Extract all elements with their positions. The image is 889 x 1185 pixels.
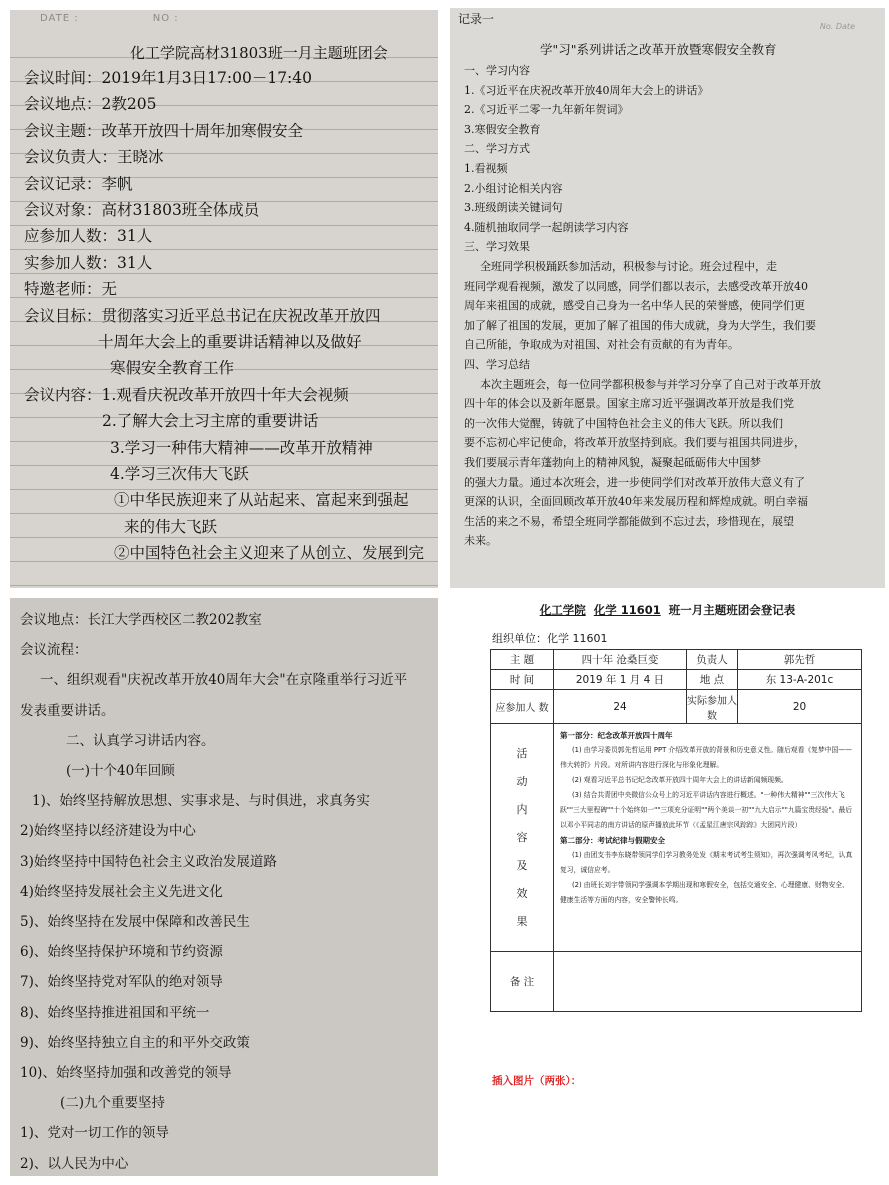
text-line: (一)十个40年回顾 — [66, 763, 175, 779]
remarks-value — [554, 952, 862, 1012]
text-line: 更深的认识，全面回顾改革开放40年来发展历程和辉煌成就。明白幸福 — [464, 495, 808, 509]
record-label: 记录一 — [458, 12, 495, 26]
place-value: 东 13-A-201c — [738, 670, 862, 690]
text-line: 会议负责人：王晓冰 — [24, 148, 164, 167]
text-line: 会议时间：2019年1月3日17:00－17:40 — [24, 69, 313, 87]
actual-value: 20 — [738, 690, 862, 724]
text-line: 四十年的体会以及新年愿景。国家主席习近平强调改革开放是我们党 — [464, 397, 794, 411]
content-item: (2) 由班长刘宇带领同学强调本学期出现和寒假安全，包括交通安全、心理健康、财物安全、健康生活等方面的内容，安全警钟长鸣。 — [560, 881, 849, 904]
form-title — [450, 602, 885, 618]
text-line: 6)、始终坚持保护环境和节约资源 — [20, 944, 223, 961]
text-line: 1)、始终坚持解放思想、实事求是、与时俱进，求真务实 — [32, 793, 370, 810]
text-line: 二、学习方式 — [464, 142, 530, 156]
theme-label: 主 题 — [491, 650, 554, 670]
notebook-page-3 — [10, 598, 438, 1176]
text-line: 会议对象：高材31803班全体成员 — [24, 201, 260, 219]
text-line: 会议地点：长江大学西校区二教202教室 — [20, 612, 262, 628]
text-line: ①中华民族迎来了从站起来、富起来到强起 — [114, 491, 409, 510]
text-line: 4)始终坚持发展社会主义先进文化 — [20, 883, 223, 900]
page-header — [40, 13, 249, 24]
leader-value: 郭先哲 — [738, 650, 862, 670]
content-item: (1) 由团支书李东晓带领同学们学习教务处发《期末考试考生须知》，再次强调考风考纪，认真复习，诚信应考。 — [560, 851, 853, 874]
text-line: 全班同学积极踊跃参加活动，积极参与讨论。班会过程中，走 — [480, 260, 777, 273]
text-line: 4.随机抽取同学一起朗读学习内容 — [464, 220, 629, 234]
text-line: 10)、始终坚持加强和改善党的领导 — [20, 1065, 232, 1081]
text-line: 实参加人数：31人 — [24, 253, 153, 272]
page-lines — [10, 34, 438, 588]
text-line: 特邀老师：无 — [24, 280, 118, 299]
text-line: 四、学习总结 — [464, 358, 530, 371]
content-item: (3) 结合共青团中央微信公众号上的习近平讲话内容进行概述。"一种伟大精神""三次伟大飞跃""三大里程碑""十个始终如一""三项充分证明""两个美谈一初""九大启示""九篇宝贵经验"。最后以邓小平同志的南方讲话的原声播放此环节（《孟星江唐宗风踪踪》大团同片段） — [560, 791, 853, 829]
text-line: 班同学观看视频，激发了以同感，同学们都以表示，去感受改革开放40 — [464, 279, 808, 293]
text-line: 2)始终坚持以经济建设为中心 — [20, 823, 196, 840]
notebook-page-1 — [10, 10, 438, 588]
text-line: 要不忘初心牢记使命，将改革开放坚持到底。我们要与祖国共同进步， — [464, 436, 805, 450]
title-suffix: 班一月主题班团会登记表 — [668, 603, 796, 617]
text-line: 会议目标：贯彻落实习近平总书记在庆祝改革开放四 — [24, 306, 381, 325]
text-line: 的一次伟大觉醒，铸就了中国特色社会主义的伟大飞跃。所以我们 — [464, 416, 783, 430]
text-line: 4.学习三次伟大飞跃 — [110, 465, 249, 483]
time-label: 时 间 — [491, 670, 554, 690]
text-line: 应参加人数：31人 — [24, 227, 153, 246]
text-line: 会议主题：改革开放四十周年加寒假安全 — [24, 121, 304, 140]
text-line: 一、组织观看"庆祝改革开放40周年大会"在京隆重举行习近平 — [40, 672, 408, 689]
text-line: (二)九个重要坚持 — [60, 1095, 166, 1112]
header-date: DATE : — [40, 13, 79, 24]
part1-title: 第一部分：纪念改革开放四十周年 — [560, 731, 673, 740]
text-line: 寒假安全教育工作 — [110, 359, 235, 378]
text-line: 会议地点：2教205 — [24, 95, 157, 114]
content-item: (1) 由学习委员郭先哲运用 PPT 介绍改革开放的背景和历史意义性。随后观看《复梦中国——伟大转折》片段。对所讲内容进行深化与形象化理解。 — [560, 746, 852, 769]
text-line: 生活的来之不易，希望全班同学都能做到不忘过去，珍惜现在，展望 — [464, 514, 794, 528]
text-line: 我们要展示青年蓬勃向上的精神风貌，凝聚起砥砺伟大中国梦 — [464, 456, 761, 469]
expected-value: 24 — [554, 690, 687, 724]
text-line: 3.班级朗读关键词句 — [464, 201, 563, 215]
registration-table — [490, 649, 862, 1012]
text-line: 2.《习近平二零一九年新年贺词》 — [464, 103, 629, 117]
text-line: 2.小组讨论相关内容 — [464, 181, 563, 195]
text-line: 本次主题班会，每一位同学都积极参与并学习分享了自己对于改革开放 — [480, 377, 821, 391]
text-line: 会议流程： — [20, 642, 88, 659]
part2-title: 第二部分：考试纪律与假期安全 — [560, 836, 665, 845]
no-date-label: No. Date — [819, 22, 855, 31]
text-line: 未来。 — [464, 534, 497, 548]
text-line: 7)、始终坚持党对军队的绝对领导 — [20, 974, 223, 991]
remarks-label: 备 注 — [491, 952, 554, 1012]
content-cell — [554, 724, 862, 952]
title-prefix: 化工学院 — [539, 603, 586, 617]
text-line: 8)、始终坚持推进祖国和平统一 — [20, 1004, 210, 1021]
org-unit: 组织单位：化学 11601 — [492, 632, 608, 645]
text-line: 2.了解大会上习主席的重要讲话 — [102, 412, 319, 431]
text-line: ②中国特色社会主义迎来了从创立、发展到完 — [114, 544, 425, 563]
text-line: 加了解了祖国的发展，更加了解了祖国的伟大成就，身为大学生，我们要 — [464, 318, 816, 332]
text-line: 自己所能，争取成为对祖国、对社会有贡献的有为青年。 — [464, 338, 739, 352]
text-line: 1)、党对一切工作的领导 — [20, 1125, 169, 1142]
time-value: 2019 年 1 月 4 日 — [554, 670, 687, 690]
text-line: 1.看视频 — [464, 162, 508, 175]
text-line: 周年来祖国的成就，感受自己身为一名中华人民的荣誉感，使同学们更 — [464, 299, 805, 313]
leader-label: 负责人 — [687, 650, 738, 670]
text-line: 3)始终坚持中国特色社会主义政治发展道路 — [20, 853, 277, 870]
text-line: 5)、始终坚持在发展中保障和改善民生 — [20, 914, 250, 930]
registration-form — [450, 598, 885, 1176]
text-line: 来的伟大飞跃 — [124, 517, 218, 536]
text-line: 发表重要讲话。 — [20, 702, 115, 719]
text-line: 2)、以人民为中心 — [20, 1155, 129, 1172]
notebook-page-2 — [450, 8, 885, 588]
insert-images-label: 插入图片（两张）： — [492, 1075, 582, 1087]
title-class: 化学 11601 — [593, 603, 661, 617]
text-line: 会议记录：李帆 — [24, 174, 133, 193]
text-line: 一、学习内容 — [464, 64, 530, 77]
text-line: 3.学习一种伟大精神——改革开放精神 — [110, 438, 373, 457]
theme-value: 四十年 沧桑巨变 — [554, 650, 687, 670]
text-line: 十周年大会上的重要讲话精神以及做好 — [98, 333, 362, 351]
actual-label: 实际参加人数 — [687, 690, 738, 724]
content-label-text: 活 动 内 容 及 效 果 — [516, 746, 528, 928]
text-line: 三、学习效果 — [464, 240, 530, 254]
content-label — [491, 724, 554, 952]
expected-label: 应参加人 数 — [491, 690, 554, 724]
text-line: 会议内容：1.观看庆祝改革开放四十年大会视频 — [24, 385, 349, 404]
place-label: 地 点 — [687, 670, 738, 690]
page-title: 学"习"系列讲话之改革开放暨寒假安全教育 — [540, 42, 777, 57]
text-line: 的强大力量。通过本次班会，进一步使同学们对改革开放伟大意义有了 — [464, 475, 805, 489]
text-line: 二、认真学习讲话内容。 — [66, 732, 215, 749]
text-line: 3.寒假安全教育 — [464, 122, 541, 136]
text-line: 1.《习近平在庆祝改革开放40周年大会上的讲话》 — [464, 83, 709, 97]
header-no: NO : — [152, 13, 179, 24]
text-line: 9)、始终坚持独立自主的和平外交政策 — [20, 1034, 250, 1051]
content-item: (2) 观看习近平总书记纪念改革开放四十周年大会上的讲话新闻频现频。 — [572, 776, 788, 784]
page-title: 化工学院高材31803班一月主题班团会 — [130, 44, 388, 62]
